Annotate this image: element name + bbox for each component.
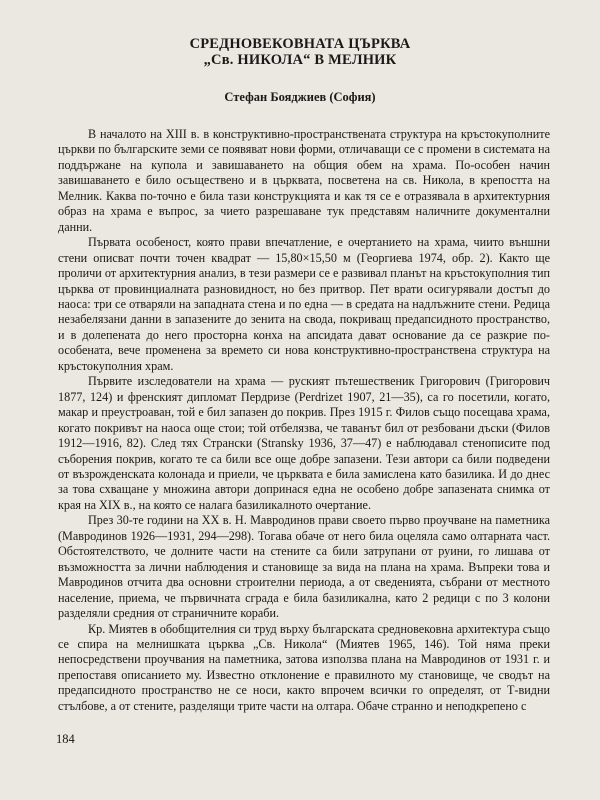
paragraph-5: Кр. Миятев в обобщителния си труд върху българската средновековна архитектура също се спира на мелнишката църква „Св. Никола“ (Миятев 1965, 146). Той няма преки непосредствени проучвания на паметника, затова използва плана на Мавродинов от 1931 г. и препоставя описанието му. Известно отклонение е правилното му становище, че сводът на предапсидното пространство не се носи, както впрочем всички го определят, от Т-видни стълбове, а от стените, разделящи трите части на олтара. Обаче странно и неподкрепено с — [58, 621, 550, 713]
paragraph-3: Първите изследователи на храма — руският пътешественик Григорович (Григорович 1877, 124) и френският дипломат Пердризе (Perdrizet 1907, 21—35), са го посетили, когато, макар и преустроаван, той е бил запазен до покрив. През 1915 г. Филов също посещава храма, когато покривът на наоса още стои; той отбелязва, че таванът бил от резбовани дъски (Филов 1912—1916, 82). След тях Странски (Stransky 1936, 37—47) е наблюдавал стенописите под съборения покрив, когато те са били все още добре запазени. Тези автори са били подведени от възрожденската колонада и приели, че църквата е била замислена като базилика. И до днес за това схващане у множина автори допринася една не особено добре запазената снимка от края на XIX в., на която се налага базиликалното очертание. — [58, 374, 550, 512]
article-title-line-1: СРЕДНОВЕКОВНАТА ЦЪРКВА — [189, 36, 411, 52]
paragraph-1: В началото на XIII в. в конструктивно-пространствената структура на кръстокуполните църкви по българските земи се появяват нови форми, отличаващи се с промени в системата на поддържане на купола и завишаването на общия обем на храма. По-особен начин завишаването е било осъществено и в църквата, посветена на св. Никола, в крепостта на Мелник. Каква по-точно е била тази конструкцията и как тя се е отразявала в архитектурния образ на храма е въпрос, за чието разрешаване тук представям наличните документални данни. — [58, 127, 550, 234]
article-title — [0, 36, 600, 68]
paragraph-2: Първата особеност, която прави впечатление, е очертанието на храма, чиито външни стени описват почти точен квадрат — 15,80×15,50 м (Георгиева 1974, обр. 2). Както ще проличи от архитектурния анализ, в тези размери се е развивал планът на кръстокуполния тип църква от провинциалната разновидност, но без притвор. Пет врати осигурявали достъп до наоса: три се отваряли на западната стена и по една — в средата на надлъжните стени. Редица незабелязани данни в запазените до зенита на свода, покриващ предапсидното пространство, и в долепената до него просторна конха на апсидата дават основание да се разкрие по-особената, вече променена за времето си нова конструктивно-пространствена структура на кръстокуполния храм. — [58, 235, 550, 373]
page-number: 184 — [56, 732, 75, 746]
article-author: Стефан Бояджиев (София) — [224, 90, 376, 104]
article-title-line-2: „Св. НИКОЛА“ В МЕЛНИК — [203, 52, 397, 68]
paragraph-4: През 30-те години на XX в. Н. Мавродинов прави своето първо проучване на паметника (Мавродинов 1926—1931, 294—298). Тогава обаче от него била оцеляла само олтарната част. Обстоятелството, че долните части на стените са били затрупани от руини, го лишава от възможността за лични наблюдения и становище за вида на плана на храма. Въпреки това и Мавродинов отчита два основни строителни периода, а от сведенията, събрани от местното население, приема, че първичната сграда е била базиликална, като 2 редици с по 3 колони разделяли средния от страничните кораби. — [58, 513, 550, 621]
article-body — [58, 127, 550, 714]
